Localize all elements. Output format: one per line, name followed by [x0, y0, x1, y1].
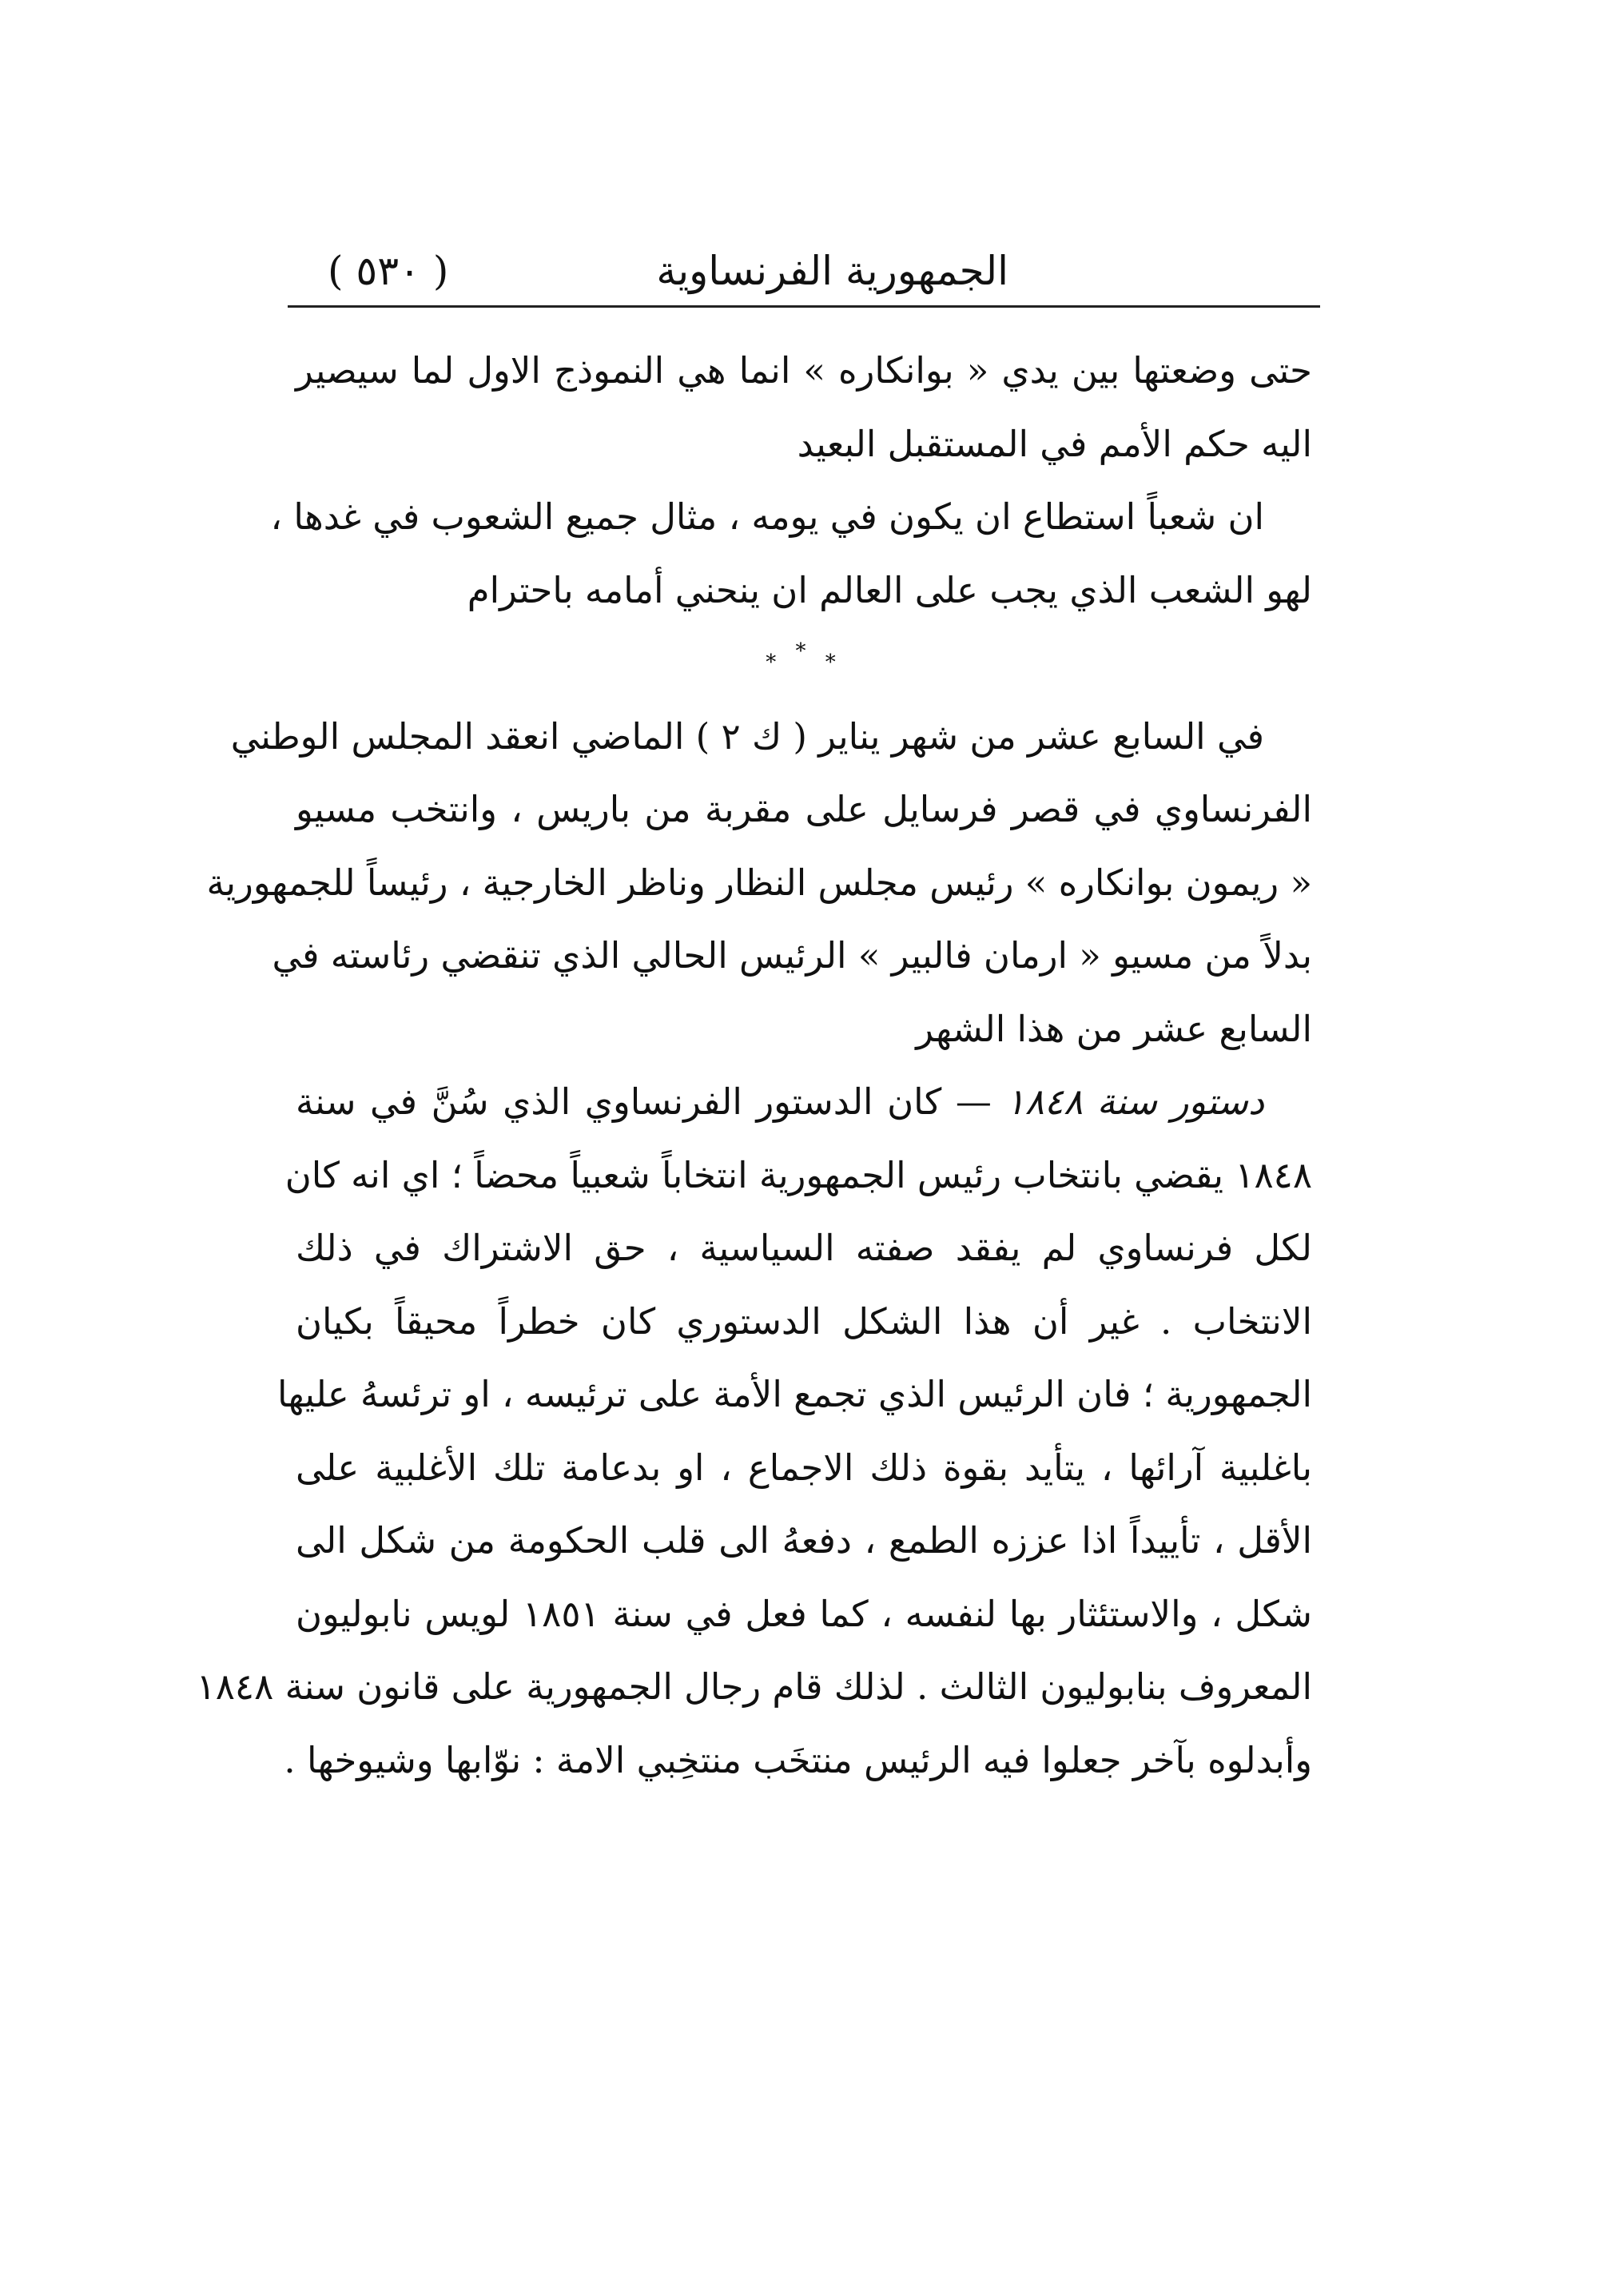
text-line: باغلبية آرائها ، يتأيد بقوة ذلك الاجماع ، او بدعامة تلك الأغلبية على — [296, 1446, 1312, 1489]
text-line: اليه حكم الأمم في المستقبل البعيد — [797, 422, 1312, 465]
paragraph-lead-phrase: دستور سنة ١٨٤٨ — [1005, 1080, 1264, 1123]
text-line: في السابع عشر من شهر يناير ( ك ٢ ) الماضي انعقد المجلس الوطني — [230, 714, 1264, 758]
separator-star: * — [795, 639, 813, 663]
paragraph — [270, 480, 1312, 627]
paragraph — [296, 334, 1312, 480]
text-line: شكل ، والاستئثار بها لنفسه ، كما فعل في سنة ١٨٥١ لويس نابوليون — [296, 1592, 1312, 1635]
body-text — [196, 334, 1312, 1797]
text-line — [296, 1065, 1312, 1139]
text-line: « ريمون بوانكاره » رئيس مجلس النظار وناظر الخارجية ، رئيساً للجمهورية — [206, 861, 1312, 904]
text-line: لهو الشعب الذي يجب على العالم ان ينحني أمامه باحترام — [467, 568, 1312, 611]
paragraph — [196, 1065, 1312, 1797]
text-line-rest: — كان الدستور الفرنساوي الذي سُنَّ في سنة — [296, 1080, 1006, 1123]
paragraph — [206, 700, 1312, 1066]
text-line: حتى وضعتها بين يدي « بوانكاره » انما هي النموذج الاول لما سيصير — [296, 349, 1312, 392]
text-line: الفرنساوي في قصر فرسايل على مقربة من باريس ، وانتخب مسيو — [296, 788, 1312, 830]
text-line: ١٨٤٨ يقضي بانتخاب رئيس الجمهورية انتخاباً شعبياً محضاً ؛ اي انه كان — [284, 1153, 1312, 1196]
text-line: الجمهورية ؛ فان الرئيس الذي تجمع الأمة على ترئيسه ، او ترئسهُ عليها — [276, 1373, 1312, 1415]
text-line: السابع عشر من هذا الشهر — [916, 1007, 1312, 1050]
text-line: وأبدلوه بآخر جعلوا فيه الرئيس منتخَب منتخِبي الامة : نوّابها وشيوخها . — [284, 1738, 1312, 1781]
section-separator — [296, 627, 1312, 700]
separator-star: * — [825, 651, 842, 674]
running-title: الجمهورية الفرنساوية — [656, 248, 1008, 294]
text-line: الأقل ، تأييداً اذا عززه الطمع ، دفعهُ الى قلب الحكومة من شكل الى — [296, 1519, 1312, 1562]
text-line: المعروف بنابوليون الثالث . لذلك قام رجال الجمهورية على قانون سنة ١٨٤٨ — [196, 1665, 1312, 1708]
header-rule — [288, 305, 1320, 308]
text-line: لكل فرنساوي لم يفقد صفته السياسية ، حق الاشتراك في ذلك — [296, 1227, 1312, 1269]
text-line: الانتخاب . غير أن هذا الشكل الدستوري كان خطراً محيقاً بكيان — [296, 1299, 1312, 1343]
separator-star: * — [766, 651, 783, 674]
text-line: ان شعباً استطاع ان يكون في يومه ، مثال جميع الشعوب في غدها ، — [270, 495, 1264, 538]
page-number: ( ٥٣٠ ) — [328, 248, 449, 294]
text-line: بدلاً من مسيو « ارمان فالبير » الرئيس الحالي الذي تنقضي رئاسته في — [272, 934, 1312, 977]
running-header — [288, 240, 1320, 304]
